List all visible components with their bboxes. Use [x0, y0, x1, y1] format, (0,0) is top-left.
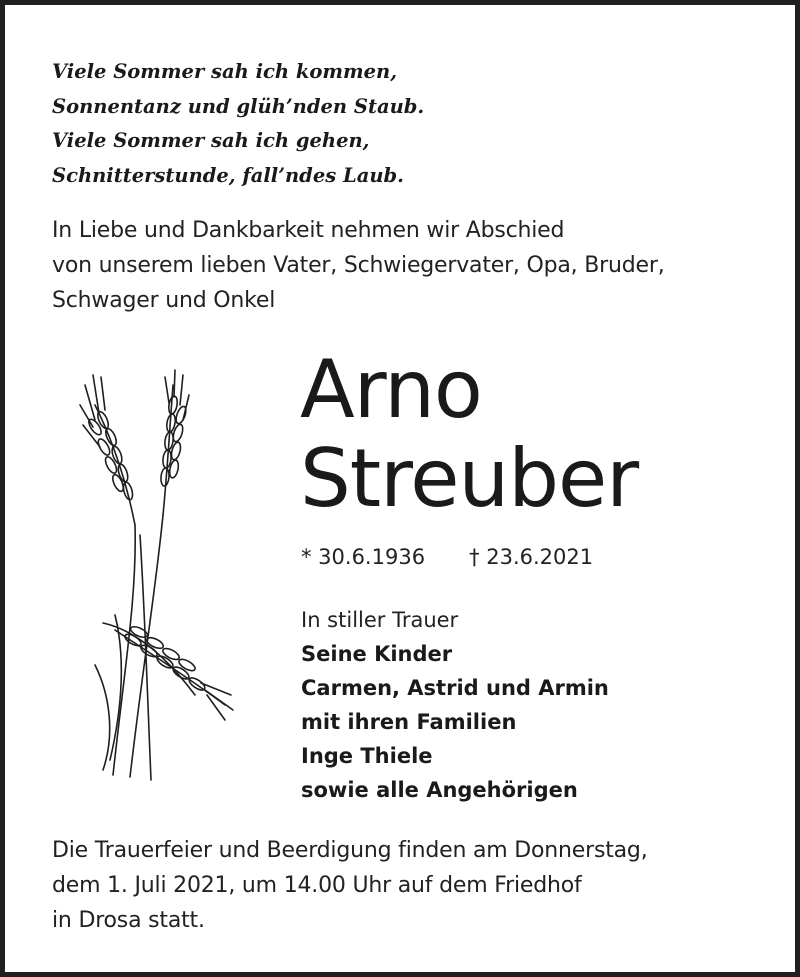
farewell-line: Schwager und Onkel [52, 288, 276, 313]
last-name: Streuber [300, 432, 639, 525]
first-name: Arno [300, 343, 482, 436]
poem-line: Sonnentanz und glüh’nden Staub. [52, 94, 425, 118]
farewell-text [52, 213, 664, 318]
poem [52, 55, 424, 193]
farewell-line: von unserem lieben Vater, Schwiegervater, Opa, Bruder, [52, 253, 665, 278]
mourning-lead: In stiller Trauer [301, 608, 459, 632]
death-date: † 23.6.2021 [469, 545, 594, 569]
mourner-line: Seine Kinder [301, 642, 453, 666]
birth-date: * 30.6.1936 [301, 545, 426, 569]
deceased-name [300, 345, 638, 523]
service-line: dem 1. Juli 2021, um 14.00 Uhr auf dem Friedhof [52, 873, 582, 898]
poem-line: Viele Sommer sah ich kommen, [52, 60, 398, 83]
poem-line: Viele Sommer sah ich gehen, [52, 129, 370, 152]
farewell-line: In Liebe und Dankbarkeit nehmen wir Abschied [52, 218, 565, 243]
service-line: in Drosa statt. [52, 908, 205, 933]
poem-line: Schnitterstunde, fall’ndes Laub. [52, 163, 404, 187]
mourner-line: sowie alle Angehörigen [301, 778, 578, 802]
life-dates [301, 545, 593, 569]
wheat-ears-icon [55, 365, 245, 785]
mourner-line: Carmen, Astrid und Armin [301, 676, 609, 700]
mourner-line: mit ihren Familien [301, 710, 517, 734]
funeral-service-info [52, 833, 648, 938]
service-line: Die Trauerfeier und Beerdigung finden am Donnerstag, [52, 838, 648, 863]
mourners-block [301, 603, 609, 807]
mourner-line: Inge Thiele [301, 744, 433, 768]
